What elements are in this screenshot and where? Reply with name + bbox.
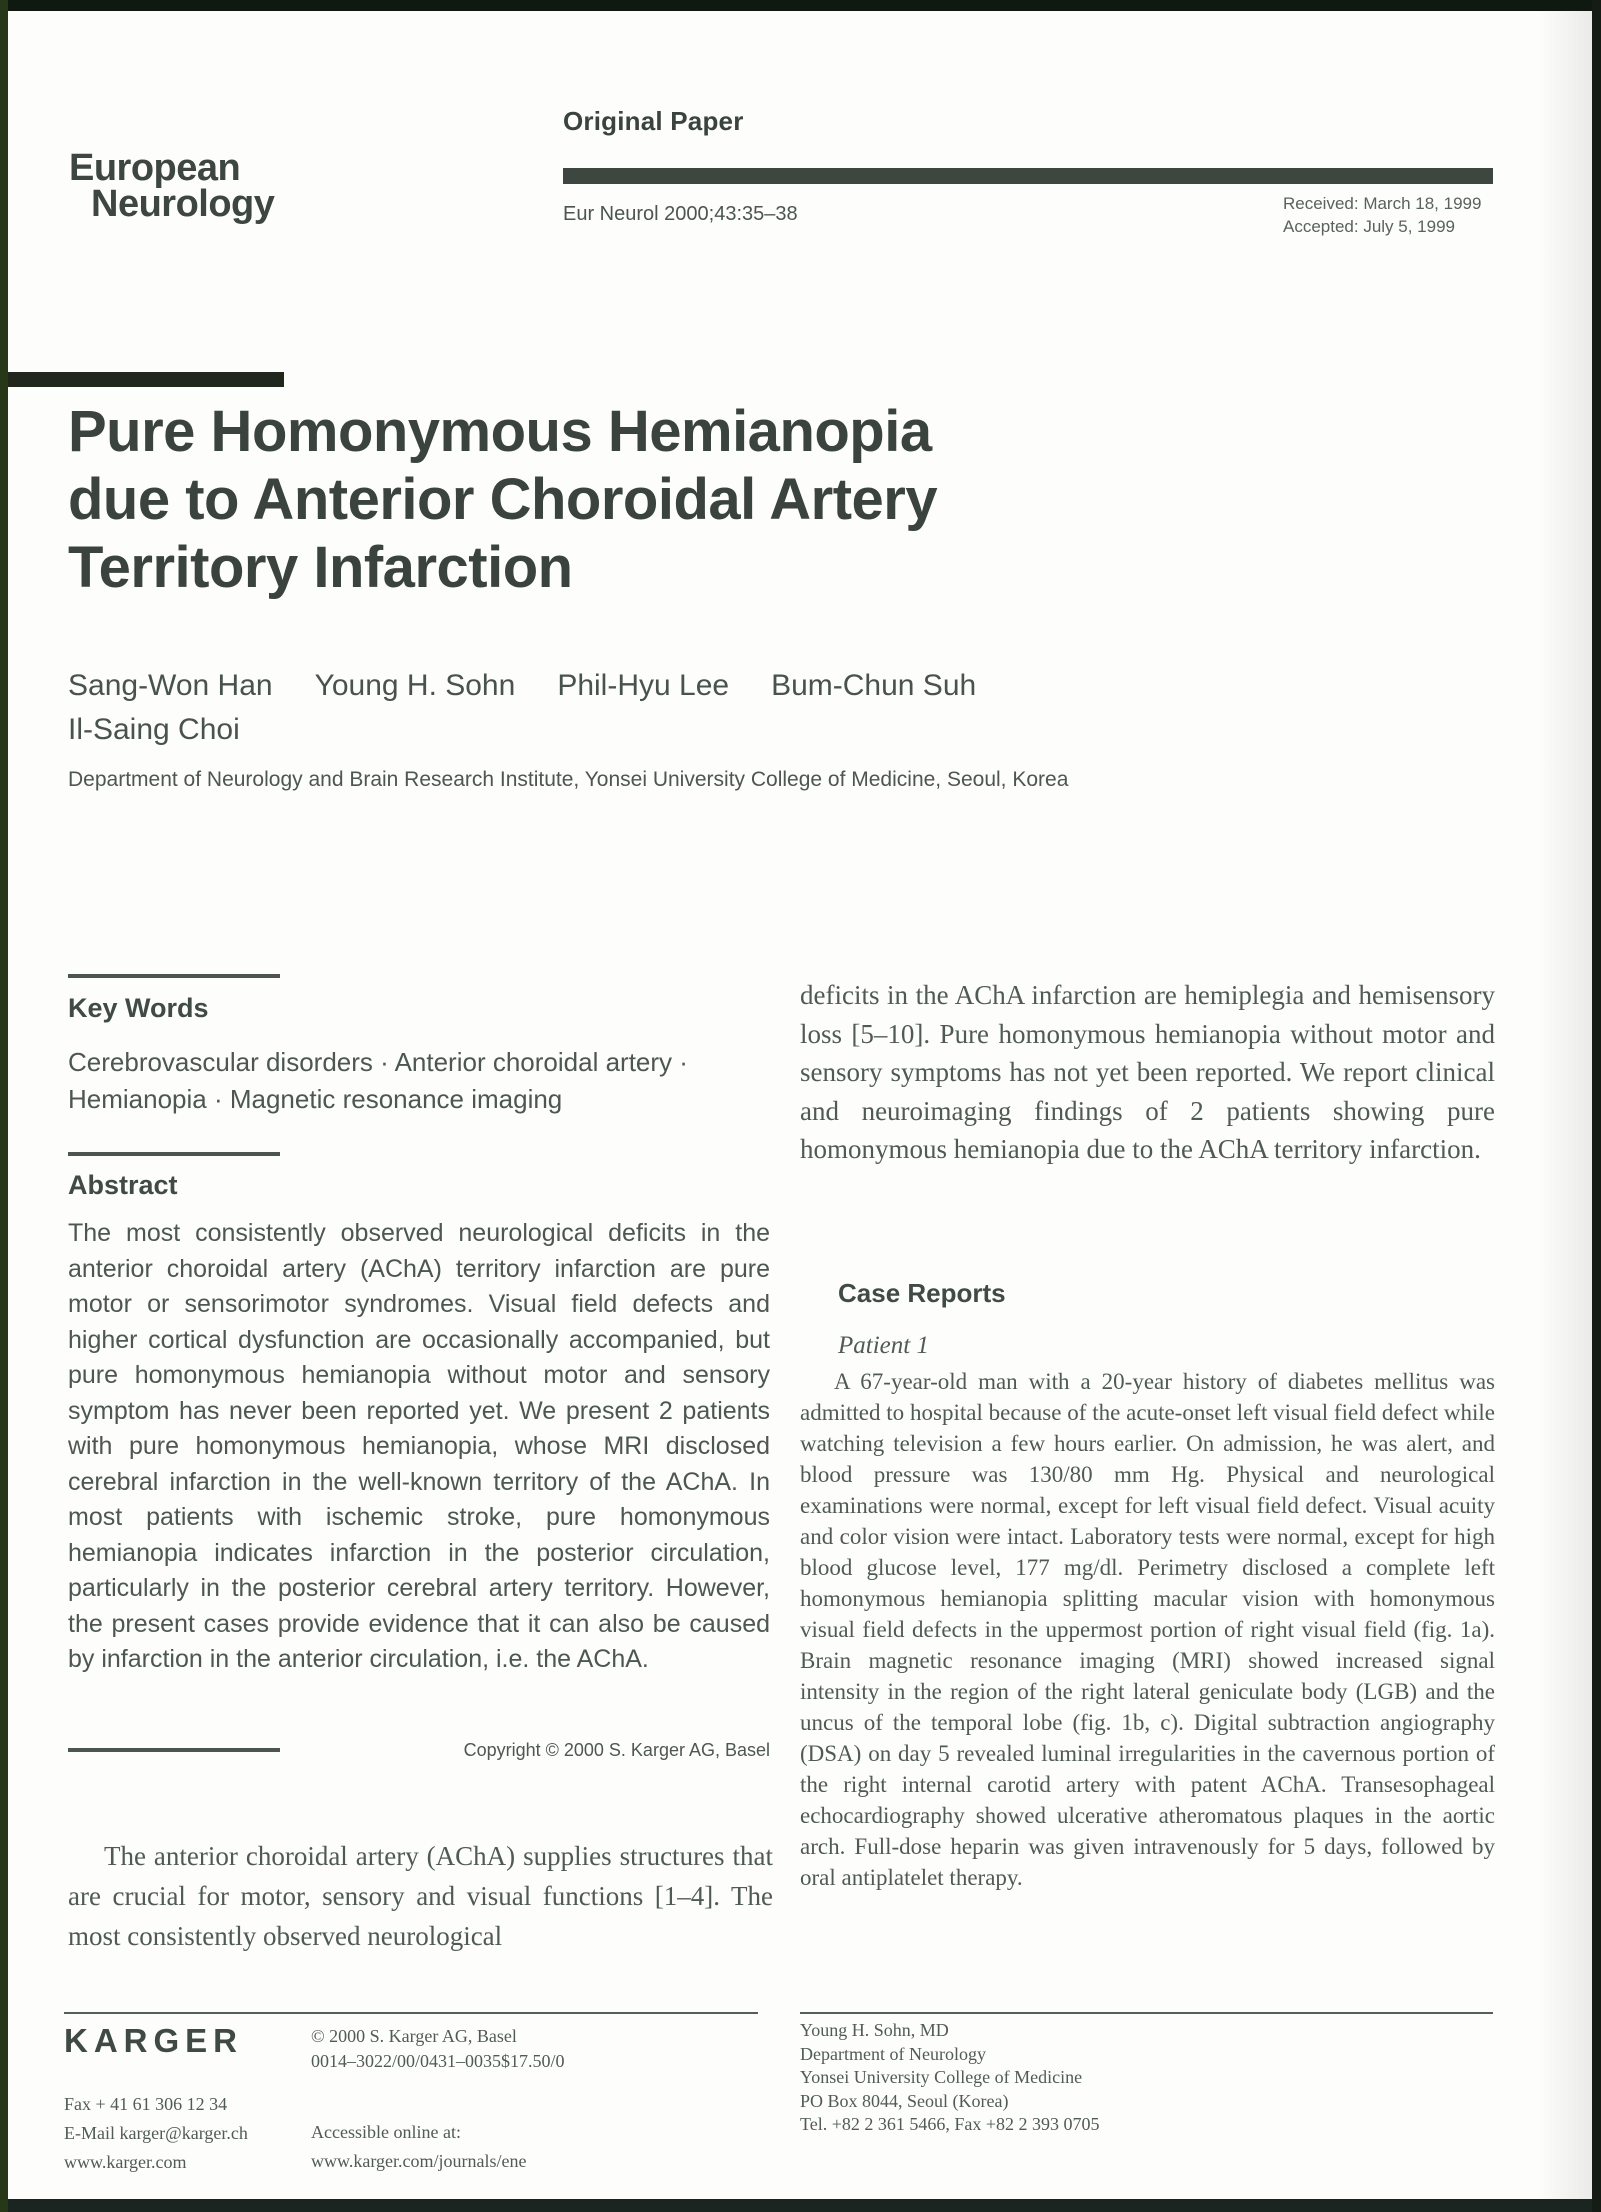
scan-edge-top — [0, 0, 1601, 11]
contact-name: Young H. Sohn, MD — [800, 2020, 949, 2040]
contact-university: Yonsei University College of Medicine — [800, 2067, 1083, 2087]
received-date: Received: March 18, 1999 — [1283, 194, 1482, 213]
scan-edge-left — [0, 0, 8, 2212]
footer-web: www.karger.com — [64, 2152, 187, 2172]
journal-citation: Eur Neurol 2000;43:35–38 — [563, 203, 798, 225]
footer-rule-left — [64, 2012, 758, 2014]
karger-logo: KARGER — [64, 2022, 244, 2059]
author-name: Sang-Won Han — [68, 669, 273, 702]
contact-department: Department of Neurology — [800, 2043, 986, 2064]
footer-issn: 0014–3022/00/0431–0035$17.50/0 — [311, 2051, 565, 2071]
author-name: Il-Saing Choi — [68, 713, 240, 746]
footer-online-label: Accessible online at: — [311, 2122, 461, 2142]
scan-shadow-band — [1538, 11, 1592, 2199]
affiliation: Department of Neurology and Brain Research Institute, Yonsei University College of Medicine, Seoul, Korea — [68, 768, 1069, 791]
intro-paragraph: The anterior choroidal artery (AChA) supplies structures that are crucial for motor, sensory and visual functions [1–4]. The most consistently observed neurological — [68, 1841, 773, 1951]
keywords-heading: Key Words — [68, 993, 209, 1023]
author-name: Phil-Hyu Lee — [557, 669, 730, 702]
journal-logo-line2: Neurology — [91, 183, 275, 225]
footer-email: E-Mail karger@karger.ch — [64, 2123, 248, 2143]
footer-publisher-contact — [64, 2090, 248, 2177]
accepted-date: Accepted: July 5, 1999 — [1283, 217, 1456, 236]
authors-line-1 — [68, 664, 1018, 708]
title-line-2: due to Anterior Choroidal Artery — [68, 467, 938, 532]
case-reports-heading: Case Reports — [838, 1278, 1006, 1308]
abstract-heading: Abstract — [68, 1170, 178, 1200]
abstract-text: The most consistently observed neurological deficits in the anterior choroidal artery (AChA) territory infarction are pure motor or sensorimotor syndromes. Visual field defects and higher cortical dysfunction are occasionally accompanied, but pure homonymous hemianopia without motor and sensory symptom has never been reported yet. We present 2 patients with pure homonymous hemianopia, whose MRI disclosed cerebral infarction in the well-known territory of the AChA. In most patients with ischemic stroke, pure homonymous hemianopia indicates infarction in the posterior circulation, particularly in the posterior cerebral artery territory. However, the present cases provide evidence that it can also be caused by infarction in the anterior circulation, i.e. the AChA. — [68, 1219, 770, 1673]
manuscript-dates — [1283, 192, 1481, 238]
scan-edge-bottom — [0, 2199, 1601, 2212]
article-title — [68, 398, 1168, 602]
copyright-line: Copyright © 2000 S. Karger AG, Basel — [463, 1740, 770, 1760]
footer-copyright-block — [311, 2024, 565, 2074]
contact-telephone: Tel. +82 2 361 5466, Fax +82 2 393 0705 — [800, 2114, 1100, 2134]
footer-online-url: www.karger.com/journals/ene — [311, 2151, 527, 2171]
author-list — [68, 664, 1018, 752]
journal-logo-line1: European — [69, 147, 241, 189]
keywords-rule — [68, 974, 280, 978]
intro-continuation-paragraph: deficits in the AChA infarction are hemiplegia and hemisensory loss [5–10]. Pure homonymous hemianopia without motor and sensory symptoms has not yet been reported. We report clinical and neuroimaging findings of 2 patients showing pure homonymous hemianopia due to the AChA territory infarction. — [800, 980, 1495, 1164]
article-type-label: Original Paper — [563, 106, 744, 136]
authors-line-2 — [68, 708, 1018, 752]
scan-edge-right — [1592, 0, 1601, 2212]
footer-online-block — [311, 2118, 526, 2176]
corresponding-author-block — [800, 2019, 1100, 2137]
footer-fax: Fax + 41 61 306 12 34 — [64, 2094, 228, 2114]
author-name: Young H. Sohn — [314, 669, 516, 702]
keywords-text: Cerebrovascular disorders · Anterior choroidal artery · Hemianopia · Magnetic resonance imaging — [68, 1047, 688, 1114]
footer-rule-right — [800, 2012, 1493, 2014]
patient1-paragraph: A 67-year-old man with a 20-year history of diabetes mellitus was admitted to hospital because of the acute-onset left visual field defect while watching television a few hours earlier. On admission, he was alert, and blood pressure was 130/80 mm Hg. Physical and neurological examinations were normal, except for left visual field defect. Visual acuity and color vision were intact. Laboratory tests were normal, except for high blood glucose level, 177 mg/dl. Perimetry disclosed a complete left homonymous hemianopia splitting macular vision with homonymous visual field defects in the uppermost portion of right visual field (fig. 1a). Brain magnetic resonance imaging (MRI) showed increased signal intensity in the region of the right lateral geniculate body (LGB) and the uncus of the temporal lobe (fig. 1b, c). Digital subtraction angiography (DSA) on day 5 revealed luminal irregularities in the cavernous portion of the right internal carotid artery with patent AChA. Transesophageal echocardiography showed ulcerative atheromatous plaques in the aortic arch. Full-dose heparin was given intravenously for 5 days, followed by oral antiplatelet therapy. — [800, 1369, 1495, 1890]
patient1-heading: Patient 1 — [838, 1332, 929, 1359]
title-line-1: Pure Homonymous Hemianopia — [68, 399, 932, 464]
abstract-rule — [68, 1152, 280, 1156]
footer-copyright: © 2000 S. Karger AG, Basel — [311, 2026, 517, 2046]
title-rule — [0, 372, 284, 387]
contact-address: PO Box 8044, Seoul (Korea) — [800, 2090, 1009, 2111]
journal-logo — [69, 147, 275, 225]
title-line-3: Territory Infarction — [68, 535, 573, 600]
header-rule — [563, 168, 1493, 184]
author-name: Bum-Chun Suh — [771, 669, 977, 702]
